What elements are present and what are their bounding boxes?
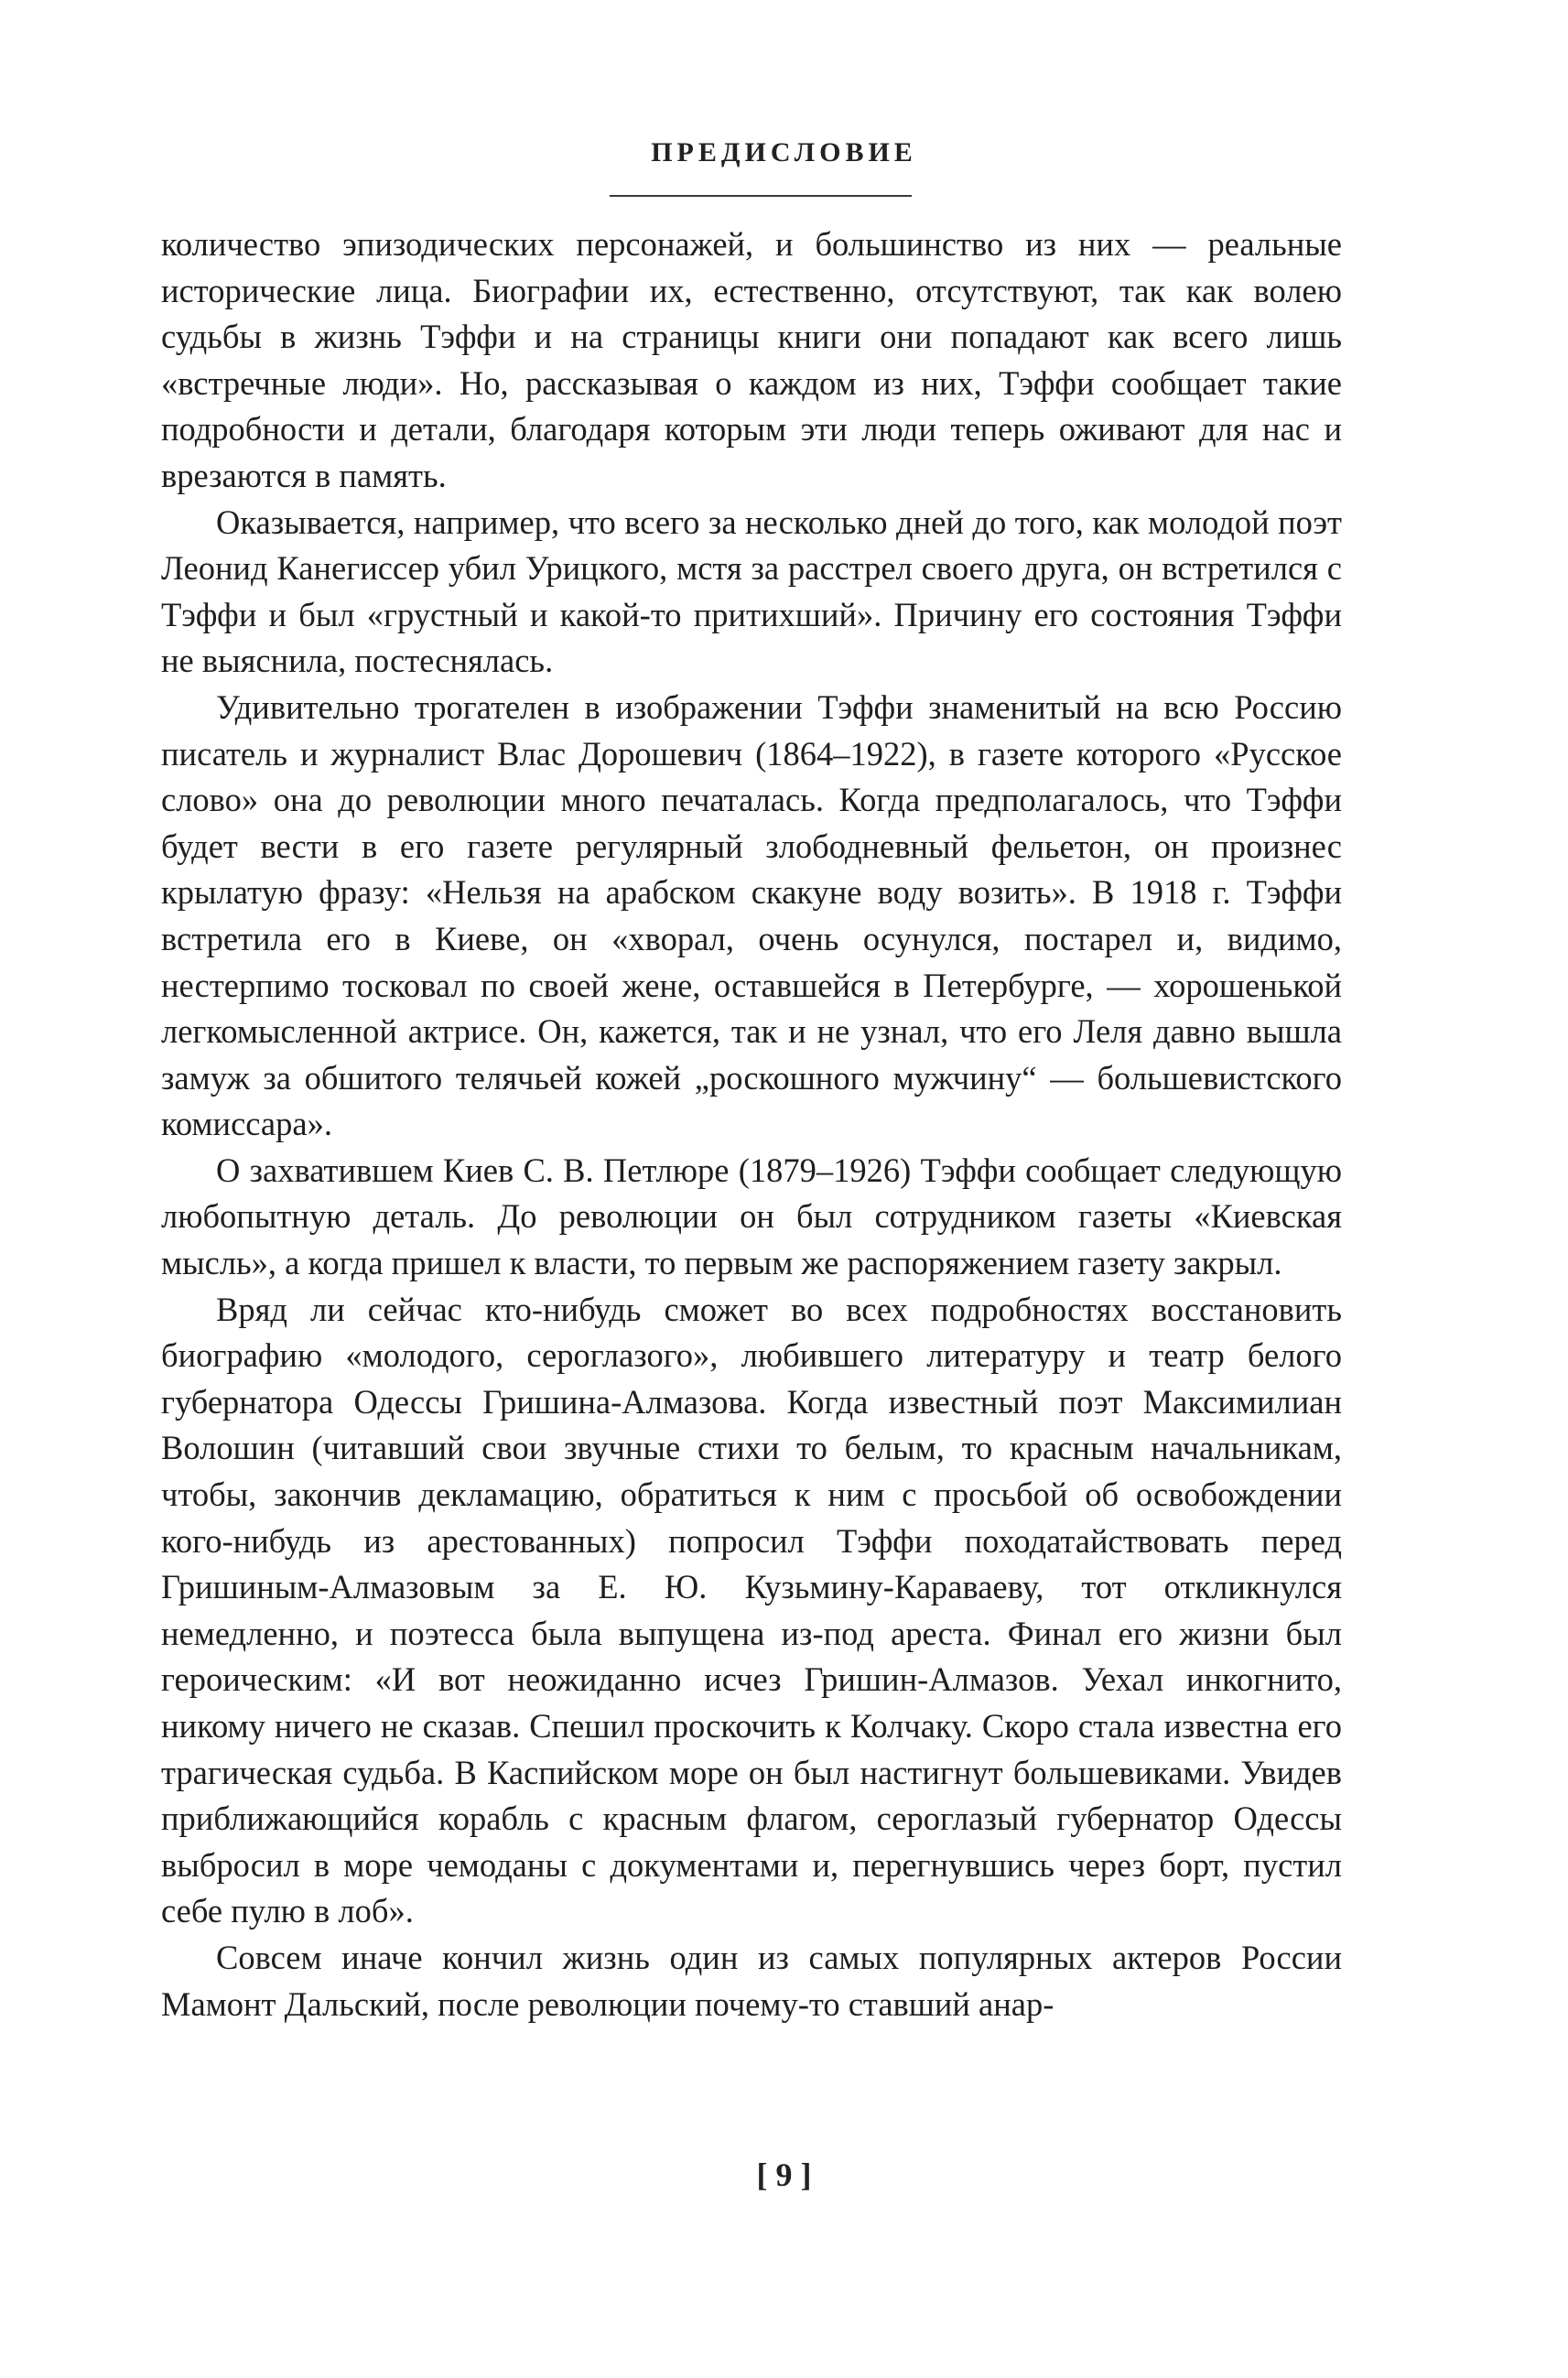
running-head-title: ПРЕДИСЛОВИЕ xyxy=(651,137,917,168)
paragraph-kanegisser: Оказывается, например, что всего за несколько дней до того, как молодой поэт Леонид Канегиссер убил Урицкого, мстя за расстрел своего друга, он встретился с Тэффи и был «грустный и какой-то притихший». Причину его состояния Тэффи не выяснила, постеснялась. xyxy=(161,503,1342,680)
paragraph-grishin-almazov: Вряд ли сейчас кто-нибудь сможет во всех подробностях восстановить биографию «молодого, сероглазого», любившего литературу и театр белого губернатора Одессы Гришина-Алмазова. Когда известный поэт Максимилиан Волошин (читавший свои звучные стихи то белым, то красным начальникам, чтобы, закончив декламацию, обратиться к ним с просьбой об освобождении кого-нибудь из арестованных) попросил Тэффи походатайствовать перед Гришиным-Алмазовым за Е. Ю. Кузьмину-Караваеву, тот откликнулся немедленно, и поэтесса была выпущена из-под ареста. Финал его жизни был героическим: «И вот неожиданно исчез Гришин-Алмазов. Уехал инкогнито, никому ничего не сказав. Спешил проскочить к Колчаку. Скоро стала известна его трагическая судьба. В Каспийском море он был настигнут большевиками. Увидев приближающийся корабль с красным флагом, сероглазый губернатор Одессы выбросил в море чемоданы с документами и, перегнувшись через борт, пустил себе пулю в лоб». xyxy=(161,1290,1342,1930)
header-rule xyxy=(610,195,912,197)
page-number: [ 9 ] xyxy=(756,2156,812,2193)
paragraph-doroshevich: Удивительно трогателен в изображении Тэффи знаменитый на всю Россию писатель и журналист Влас Дорошевич (1864–1922), в газете которого «Русское слово» она до революции много печаталась. Когда предполагалось, что Тэффи будет вести в его газете регулярный злободневный фельетон, он произнес крылатую фразу: «Нельзя на арабском скакуне воду возить». В 1918 г. Тэффи встретила его в Киеве, он «хворал, очень осунулся, постарел и, видимо, нестерпимо тосковал по своей жене, оставшейся в Петербурге, — хорошенькой легкомысленной актрисе. Он, кажется, так и не узнал, что его Леля давно вышла замуж за обшитого телячьей кожей „роскошного мужчину“ — большевистского комиссара». xyxy=(161,687,1342,1143)
body-text xyxy=(161,222,1342,2027)
paragraph-petlyura: О захватившем Киев С. В. Петлюре (1879–1926) Тэффи сообщает следующую любопытную деталь. До революции он был сотрудником газеты «Киевская мысль», а когда пришел к власти, то первым же распоряжением газету закрыл. xyxy=(161,1151,1342,1282)
paragraph-continuation: количество эпизодических персонажей, и большинство из них — реальные исторические лица. Биографии их, естественно, отсутствуют, так как волею судьбы в жизнь Тэффи и на страницы книги они попадают как всего лишь «встречные люди». Но, рассказывая о каждом из них, Тэффи сообщает такие подробности и детали, благодаря которым эти люди теперь оживают для нас и врезаются в память. xyxy=(161,225,1342,494)
paragraph-dalsky: Совсем иначе кончил жизнь один из самых популярных актеров России Мамонт Дальский, после революции почему-то ставший анар- xyxy=(161,1938,1342,2023)
